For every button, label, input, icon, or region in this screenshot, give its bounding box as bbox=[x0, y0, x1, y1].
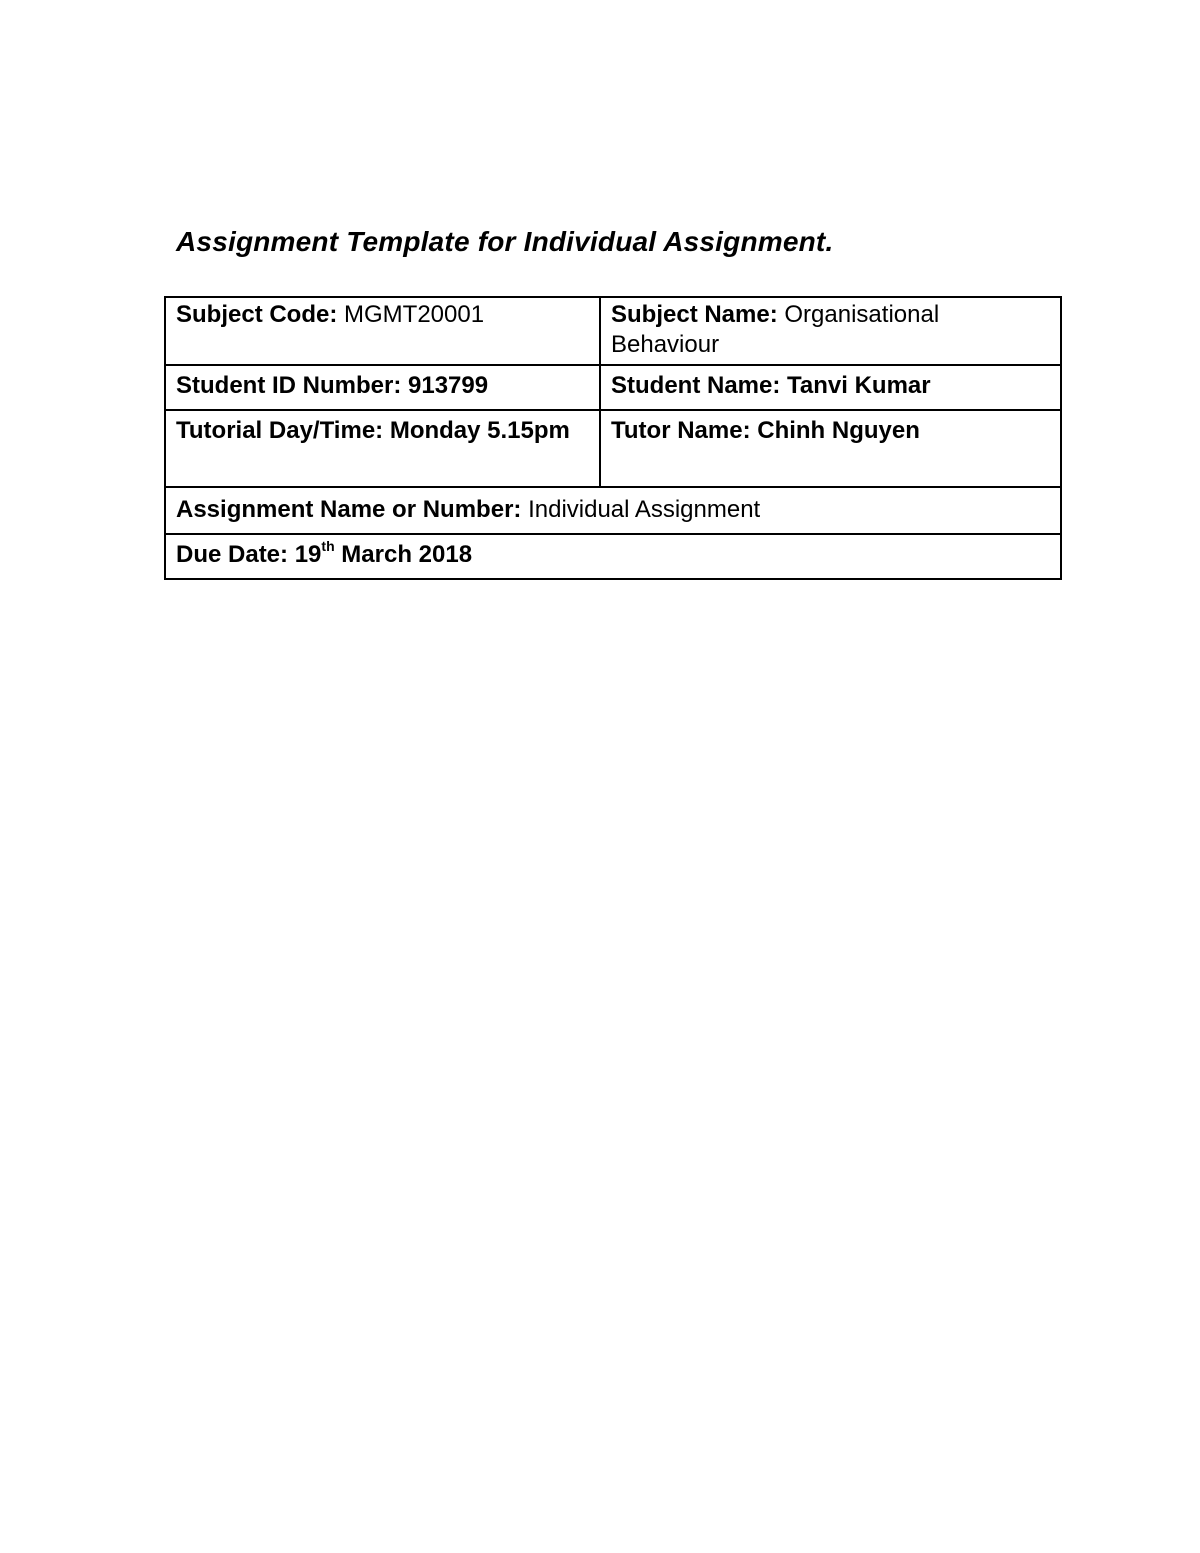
tutor-name-value: Chinh Nguyen bbox=[757, 417, 920, 444]
table-row bbox=[165, 534, 1061, 579]
subject-code-cell bbox=[165, 297, 600, 365]
subject-name-label: Subject Name: bbox=[611, 301, 778, 328]
table-row bbox=[165, 365, 1061, 410]
assignment-name-label: Assignment Name or Number: bbox=[176, 496, 522, 523]
due-date-cell bbox=[165, 534, 1061, 579]
assignment-info-table bbox=[164, 296, 1062, 580]
student-id-label: Student ID Number: bbox=[176, 372, 402, 399]
document-title: Assignment Template for Individual Assignment. bbox=[176, 226, 834, 257]
subject-code-value: MGMT20001 bbox=[344, 301, 485, 328]
due-date-day-suffix: th bbox=[321, 538, 335, 554]
tutorial-value: Monday 5.15pm bbox=[389, 417, 570, 444]
due-date-label: Due Date: bbox=[176, 541, 289, 568]
subject-code-label: Subject Code: bbox=[176, 301, 338, 328]
tutorial-label: Tutorial Day/Time: bbox=[176, 417, 384, 444]
student-name-value: Tanvi Kumar bbox=[787, 372, 931, 399]
assignment-name-value: Individual Assignment bbox=[528, 496, 761, 523]
tutor-name-cell bbox=[600, 410, 1061, 487]
subject-name-value: Organisational Behaviour bbox=[611, 301, 940, 358]
assignment-name-cell bbox=[165, 487, 1061, 534]
table-row bbox=[165, 410, 1061, 487]
due-date-day: 19 bbox=[294, 541, 322, 568]
tutorial-cell bbox=[165, 410, 600, 487]
student-name-label: Student Name: bbox=[611, 372, 781, 399]
table-row bbox=[165, 487, 1061, 534]
student-id-value: 913799 bbox=[408, 372, 489, 399]
due-date-month-year: March 2018 bbox=[341, 541, 473, 568]
subject-name-cell bbox=[600, 297, 1061, 365]
student-name-cell bbox=[600, 365, 1061, 410]
tutor-name-label: Tutor Name: bbox=[611, 417, 751, 444]
student-id-cell bbox=[165, 365, 600, 410]
table-row bbox=[165, 297, 1061, 365]
